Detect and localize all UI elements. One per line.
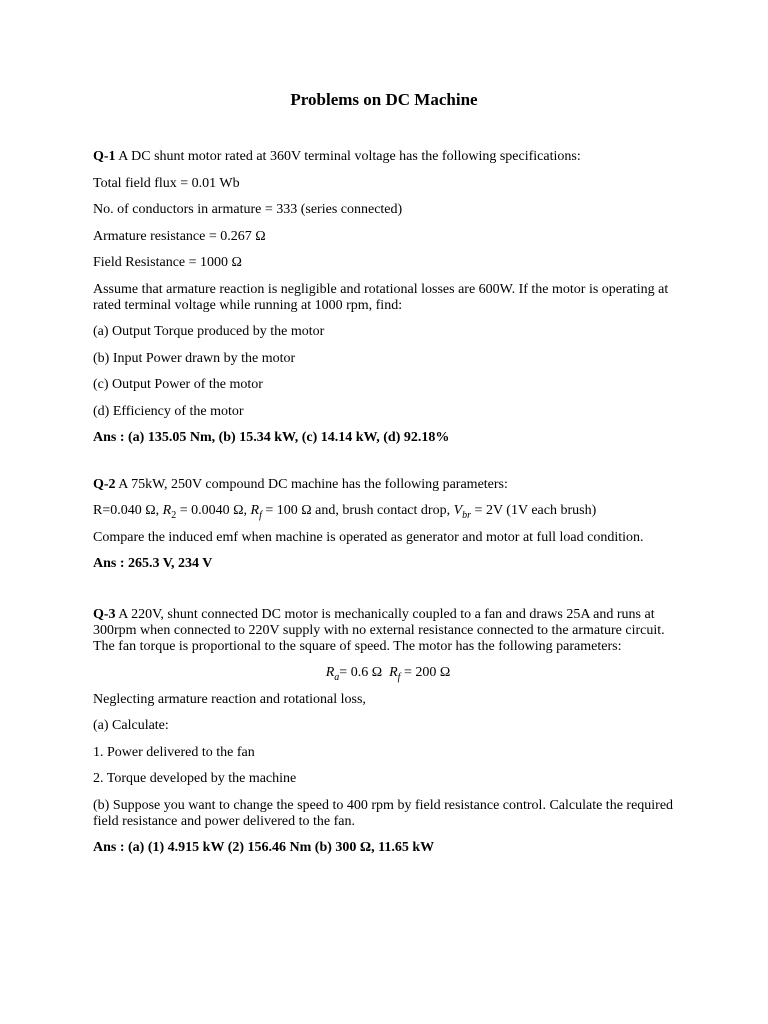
q2-answer: Ans : 265.3 V, 234 V (93, 556, 213, 571)
section-spacer (93, 583, 683, 607)
q2-question: Compare the induced emf when machine is operated as generator and motor at full load condition. (93, 529, 644, 545)
q3-equation (93, 665, 683, 681)
q1-part: (d) Efficiency of the motor (93, 403, 244, 419)
q2-label: Q (93, 476, 104, 492)
q3-ra-value: = 0.6 Ω (339, 665, 390, 680)
q3-label-number: -3 (103, 606, 116, 622)
q1-spec: Armature resistance = 0.267 Ω (93, 228, 266, 244)
q3-item: 1. Power delivered to the fan (93, 744, 255, 760)
q3-rf-symbol: R (389, 665, 398, 680)
q3-ra-symbol: R (325, 665, 335, 680)
q3-neglect: Neglecting armature reaction and rotational loss, (93, 691, 366, 707)
q3-intro (93, 607, 683, 655)
q2-rf-subscript: f (259, 509, 262, 521)
document-body (93, 149, 683, 867)
q1-part: (b) Input Power drawn by the motor (93, 350, 296, 366)
q1-spec: No. of conductors in armature = 333 (series connected) (93, 202, 403, 217)
q2-vbr-subscript: br (462, 509, 472, 521)
q1-spec: Total field flux = 0.01 Wb (93, 175, 240, 191)
q3-label: Q (93, 606, 104, 622)
q2-r-value: R=0.040 Ω, (93, 503, 163, 518)
q3-rf-subscript: f (397, 671, 401, 683)
section-spacer (93, 457, 683, 477)
q2-intro (93, 477, 683, 493)
q2-r2-value: = 0.0040 Ω, (176, 503, 251, 518)
q2-r2-symbol: R (162, 503, 172, 518)
q3-part-b: (b) Suppose you want to change the speed to 400 rpm by field resistance control. Calculate the required field resistance and power delivered to the fan. (93, 797, 674, 829)
q2-label-number: -2 (103, 476, 116, 492)
q2-rf-symbol: R (250, 503, 260, 518)
q2-intro-text: A 75kW, 250V compound DC machine has the following parameters: (115, 476, 508, 492)
q1-intro-text: A DC shunt motor rated at 360V terminal voltage has the following specifications: (115, 149, 581, 164)
q3-part-a: (a) Calculate: (93, 718, 169, 733)
q1-intro (93, 149, 683, 165)
q3-ra-subscript: a (334, 671, 340, 683)
q1-part: (c) Output Power of the motor (93, 377, 263, 392)
q3-intro-text: A 220V, shunt connected DC motor is mechanically coupled to a fan and draws 25A and runs at 300rpm when connected to 220V supply with no external resistance connected to the armature circuit. The fan torque is proportional to the square of speed. The motor has the following parameters: (93, 606, 665, 654)
q1-part: (a) Output Torque produced by the motor (93, 324, 325, 339)
q1-assumption: Assume that armature reaction is negligible and rotational losses are 600W. If the motor is operating at rated terminal voltage while running at 1000 rpm, find: (93, 281, 669, 313)
q1-spec: Field Resistance = 1000 Ω (93, 255, 242, 270)
q1-label: Q-1 (93, 149, 116, 164)
q2-rf-value: = 100 Ω and, brush contact drop, (261, 503, 454, 518)
q2-parameters (93, 503, 683, 519)
q3-rf-value: = 200 Ω (400, 665, 451, 680)
page-title: Problems on DC Machine (290, 90, 478, 109)
q2-vbr-symbol: V (453, 503, 463, 518)
q2-vbr-value: = 2V (1V each brush) (471, 503, 597, 518)
q3-answer: Ans : (a) (1) 4.915 kW (2) 156.46 Nm (b) 300 Ω, 11.65 kW (93, 840, 435, 855)
q2-r2-subscript: 2 (171, 509, 177, 521)
q3-item: 2. Torque developed by the machine (93, 771, 297, 786)
q1-answer: Ans : (a) 135.05 Nm, (b) 15.34 kW, (c) 14.14 kW, (d) 92.18% (93, 430, 450, 445)
